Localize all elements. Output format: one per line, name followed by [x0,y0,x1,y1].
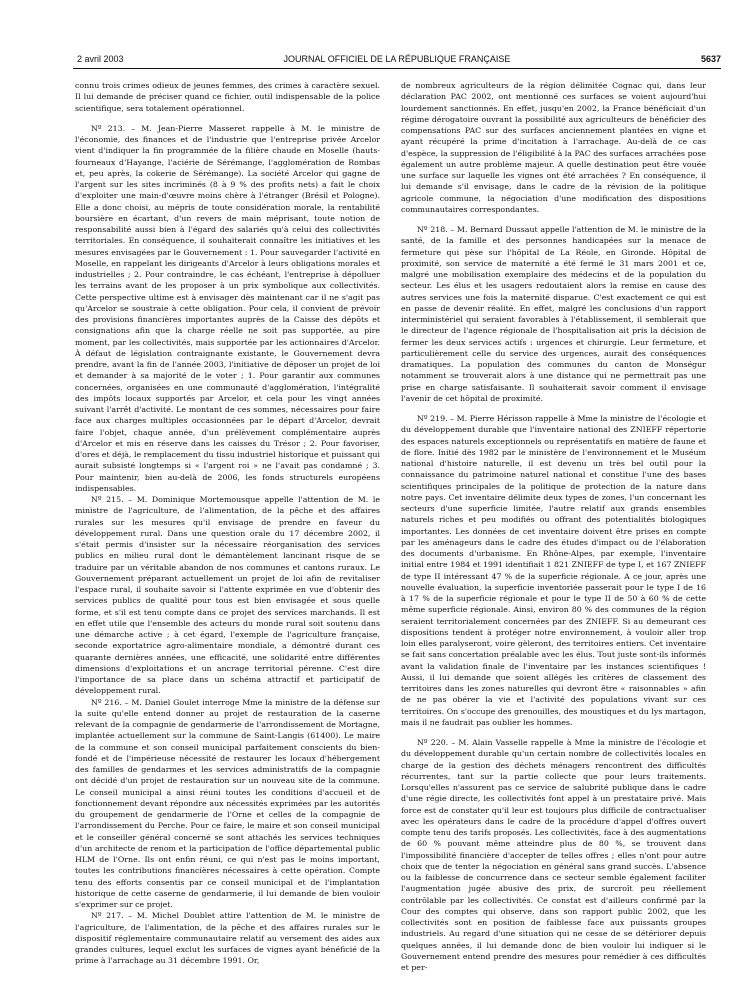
question-number: Nº 219. – [417,414,455,423]
question-text: M. Alain Vasselle rappelle à Mme la ministre de l'écologie et du développement durable qu'un certain nombre de collectivités locales en charge de la gestion des déchets ménagers rencontrent des difficultés récurrentes, tant sur la partie collecte que pour leurs traitements. Lorsqu'elles n'assurent pas ce service de salubrité publique dans le cadre d'une régie directe, les collectivités font appel à un prestataire privé. Mais force est de constater qu'il leur est toujours plus difficile de contractualiser avec les opérateurs dans le cadre de la procédure d'appel d'offres ouvert compte tenu des tarifs proposés. Les collectivités, face à des augmentations de 60 % pouvant même atteindre plus de 80 %, se trouvent dans l'impossibilité financière d'accepter de telles offres ; elles n'ont pour autre choix que de tenter la négociation en général sans grand succès. L'absence ou la faiblesse de concurrence dans ce secteur semble également faciliter l'augmentation jugée abusive des prix, de surcroît peu réellement contrôlable par les collectivités. Ce constat est d'ailleurs confirmé par la Cour des comptes qui observe, dans son rapport public 2002, que les collectivités sont en position de faiblesse face aux puissants groupes industriels. Au regard d'une situation qui ne cesse de se détériorer depuis quelques années, il lui demande donc de bien vouloir lui indiquer si le Gouvernement entend prendre des mesures pour remédier à ces difficultés et per- [401,738,706,972]
question-text-continuation: connu trois crimes odieux de jeunes femmes, des crimes à caractère sexuel. Il lui demande de préciser quand ce fichier, outil indispensable de la police scientifique, sera totalement opérationnel. [75,81,380,113]
question-219 [401,413,706,728]
question-218 [401,224,706,404]
question-text: M. Pierre Hérisson rappelle à Mme la ministre de l'écologie et du développement durable que l'inventaire national des ZNIEFF répertorie des espaces naturels exceptionnels ou représentatifs en matière de faune et de flore. Initié dès 1982 par le ministère de l'environnement et le Muséum national d'histoire naturelle, il est devenu un très bel outil pour la connaissance du patrimoine naturel national et constitue l'une des bases scientifiques principales de la politique de protection de la nature dans notre pays. Cet inventaire délimite deux types de zones, l'un concernant les secteurs d'une superficie limitée, l'autre relatif aux grands ensembles naturels riches et peu modifiés ou offrant des potentialités biologiques importantes. Les données de cet inventaire doivent être prises en compte par les aménageurs dans le cadre des études d'impact ou de l'élaboration des documents d'urbanisme. En Rhône-Alpes, par exemple, l'inventaire initial entre 1984 et 1991 identifiait 1 821 ZNIEFF de type I, et 167 ZNIEFF de type II intéressant 47 % de la superficie régionale. A ce jour, après une nouvelle évaluation, la superficie inventoriée passerait pour le type I de 16 à 17 % de la superficie régionale et pour le type II de 50 à 60 % de cette même superficie régionale. Ainsi, environ 80 % des communes de la région seraient territorialement concernées par des ZNIEFF. Si au demeurant ces dispositions tendent à protéger notre environnement, à vouloir aller trop loin elles paralyseront, voire gèleront, des territoires entiers. Cet inventaire se fait sans concertation préalable avec les élus. Tout juste sont-ils informés avant la validation finale de l'inventaire par les instances scientifiques ! Aussi, il lui demande que soient allégés les critères de classement des territoires dans les zones naturelles qui devront être « raisonnables » afin de ne pas obérer la vie et l'activité des populations vivant sur ces territoires. On s'occupe des grenouilles, des moustiques et du lys martagon, mais il ne faudrait pas oublier les hommes. [401,414,706,727]
question-215 [75,494,380,697]
header-title: JOURNAL OFFICIEL DE LA RÉPUBLIQUE FRANÇAISE [283,54,511,64]
question-text: M. Bernard Dussaut appelle l'attention de M. le ministre de la santé, de la famille et des personnes handicapées sur la menace de fermeture qui pèse sur l'hôpital de La Réole, en Gironde. Hôpital de proximité, son service de maternité a été fermé le 31 mars 2001 et ce, malgré une mobilisation exemplaire des médecins et de la population du secteur. Les élus et les usagers redoutaient alors la remise en cause des autres services une fois la maternité disparue. C'est exactement ce qui est en passe de devenir réalité. En effet, malgré les conclusions d'un rapport interministériel qui seraient favorables à l'établissement, il semblerait que le directeur de l'agence régionale de l'hospitalisation ait pris la décision de fermer les deux services actifs : urgences et chirurgie. Leur fermeture, et particulièrement celle du service des urgences, aurait des conséquences dramatiques. La population des communes du canton de Monségur notamment se trouverait alors à une distance qui ne permettrait pas une prise en charge satisfaisante. Il souhaiterait savoir comment il envisage l'avenir de cet hôpital de proximité. [401,225,706,403]
question-text: M. Jean-Pierre Masseret rappelle à M. le ministre de l'économie, des finances et de l'industrie que l'entreprise privée Arcelor vient d'indiquer la fin programmée de la filière chaude en Moselle (hauts-fourneaux d'Hayange, l'aciérie de Sérémange, l'agglomération de Rombas et, peu après, la cokerie de Sérémange). La société Arcelor qui gagne de l'argent sur les sites incriminés (8 à 9 % des profits nets) a fait le choix d'exploiter une main-d'œuvre moins chère à l'étranger (Brésil et Pologne). Elle a donc choisi, au mépris de toute considération morale, la rentabilité boursière en écartant, d'un revers de main méprisant, toute notion de responsabilité aussi bien à l'égard des salariés qu'à celui des collectivités territoriales. En conséquence, il souhaiterait connaître les initiatives et les mesures envisagées par le Gouvernement : 1. Pour sauvegarder l'activité en Moselle, en rappelant les dirigeants d'Arcelor à leurs obligations morales et industrielles ; 2. Pour contraindre, le cas échéant, l'entreprise à dépolluer les terrains avant de les proposer à un prix symbolique aux collectivités. Cette perspective ultime est à envisager dès maintenant car il ne s'agit pas qu'Arcelor se soustraie à cette obligation. Pour cela, il convient de prévoir des provisions financières importantes auprès de la Caisse des dépôts et consignations afin que la charge réelle ne soit pas supportée, au pire moment, par les collectivités, mais supportée par les actionnaires d'Arcelor. À défaut de législation contraignante existante, le Gouvernement devra prendre, avant la fin de l'année 2003, l'initiative de déposer un projet de loi et demander à sa majorité de le voter ; 1. Pour garantir aux communes concernées, organisées en une communauté d'agglomération, l'intégralité des impôts locaux supportés par Arcelor, et cela pour les vingt années suivant l'arrêt d'activité. Le montant de ces sommes, nécessaires pour faire face aux charges multiples occasionnées par le départ d'Arcelor, devrait faire l'objet, chaque année, d'un prélèvement complémentaire auprès d'Arcelor et mis en réserve dans les caisses du Trésor ; 2. Pour favoriser, d'ores et déjà, le remplacement du tissu industriel historique et puissant qui aurait subsisté longtemps si « l'argent roi » ne l'avait pas condamné ; 3. Pour maintenir, bien au-delà de 2006, les fonds structurels européens indispensables. [75,123,380,493]
question-number: Nº 218. – [417,225,455,234]
question-number: Nº 216. – [91,697,129,707]
page-header [73,48,721,70]
question-text: M. Daniel Goulet interroge Mme la ministre de la défense sur la suite qu'elle entend donner au projet de restauration de la caserne relevant de la compagnie de gendarmerie de l'arrondissement de Mortagne, implantée actuellement sur la commune de Saint-Langis (61400). Le maire de la commune et son conseil municipal parfaitement conscients du bien-fondé et de l'impérieuse nécessité de restaurer les locaux d'hébergement des familles de gendarmes et les services administratifs de la compagnie ont décidé d'un projet de restauration sur un nouveau site de la commune. Le conseil municipal a ainsi réuni toutes les conditions d'accueil et de fonctionnement devant répondre aux nécessités exprimées par les autorités du groupement de gendarmerie de l'Orne et celles de la compagnie de l'arrondissement du Perche. Pour ce faire, le maire et son conseil municipal et le conseiller général concerné se sont attachés les services techniques d'un architecte de renom et la participation de l'office départemental public HLM de l'Orne. Ils ont enfin réuni, ce qui n'est pas le moins important, toutes les contributions financières nécessaires à cette opération. Compte tenu des efforts consentis par ce conseil municipal et de l'implantation historique de cette caserne de gendarmerie, il lui demande de bien vouloir s'exprimer sur ce projet. [75,697,380,909]
question-number: Nº 220. – [417,738,456,747]
left-column [75,80,380,967]
question-217-continuation: de nombreux agriculteurs de la région délimitée Cognac qui, dans leur déclaration PAC 2002, ont mentionné ces surfaces se voient aujourd'hui lourdement sanctionnés. En effet, jusqu'en 2002, la France bénéficiait d'un régime dérogatoire ouvrant la possibilité aux agriculteurs de bénéficier des compensations PAC sur des surfaces anciennement plantées en vigne et ayant récupéré la prime d'incitation à l'arrachage. Au-delà de ce cas d'espèce, la suppression de l'éligibilité à la PAC des surfaces arrachées pose également un autre problème majeur. A quelle destination peut être vouée une surface sur laquelle les vignes ont été arrachées ? En conséquence, il lui demande s'il envisage, dans le cadre de la révision de la politique agricole commune, la négociation d'une modification des dispositions communautaires correspondantes. [401,81,706,214]
question-text: M. Michel Doublet attire l'attention de M. le ministre de l'agriculture, de l'alimentation, de la pêche et des affaires rurales sur le dispositif réglementaire communautaire relatif au versement des aides aux grandes cultures, lequel exclut les surfaces de vignes ayant bénéficié de la prime à l'arrachage au 31 décembre 1991. Or, [75,911,380,966]
question-number: Nº 217. – [91,911,133,921]
question-217 [75,910,380,966]
right-column [401,80,706,973]
header-rule [73,68,721,69]
question-213 [75,123,380,494]
header-page-number: 5637 [700,54,721,64]
question-216 [75,697,380,911]
question-220 [401,737,706,973]
question-text: M. Dominique Mortemousque appelle l'attention de M. le ministre de l'agriculture, de l'alimentation, de la pêche et des affaires rurales sur les mesures qu'il envisage de prendre en faveur du développement rural. Dans une question orale du 17 décembre 2002, il s'était permis d'insister sur la nécessaire réorganisation des services publics en milieu rural dont le démantèlement lancinant risque de se traduire par un véritable abandon de nos communes et cantons ruraux. Le Gouvernement préparant actuellement un projet de loi afin de revitaliser l'espace rural, il souhaite savoir si l'attente exprimée en vue d'obtenir des services publics de qualité pour tous est bien envisagée et sous quelle forme, et s'il est tenu compte dans ce projet des services marchands. Il est en effet utile que l'ensemble des acteurs du monde rural soit soutenu dans une démarche active ; à cet égard, l'exemple de l'agriculture française, seconde exportatrice agro-alimentaire mondiale, a démontré durant ces quarante dernières années, une efficacité, une solidarité entre différentes dimensions d'exploitations et un ancrage territorial pérenne. C'est dire l'importance de sa place dans un schéma attractif et participatif de développement rural. [75,495,380,696]
question-number: Nº 213. – [91,123,136,133]
question-number: Nº 215. – [91,495,133,504]
header-date: 2 avril 2003 [77,54,124,64]
